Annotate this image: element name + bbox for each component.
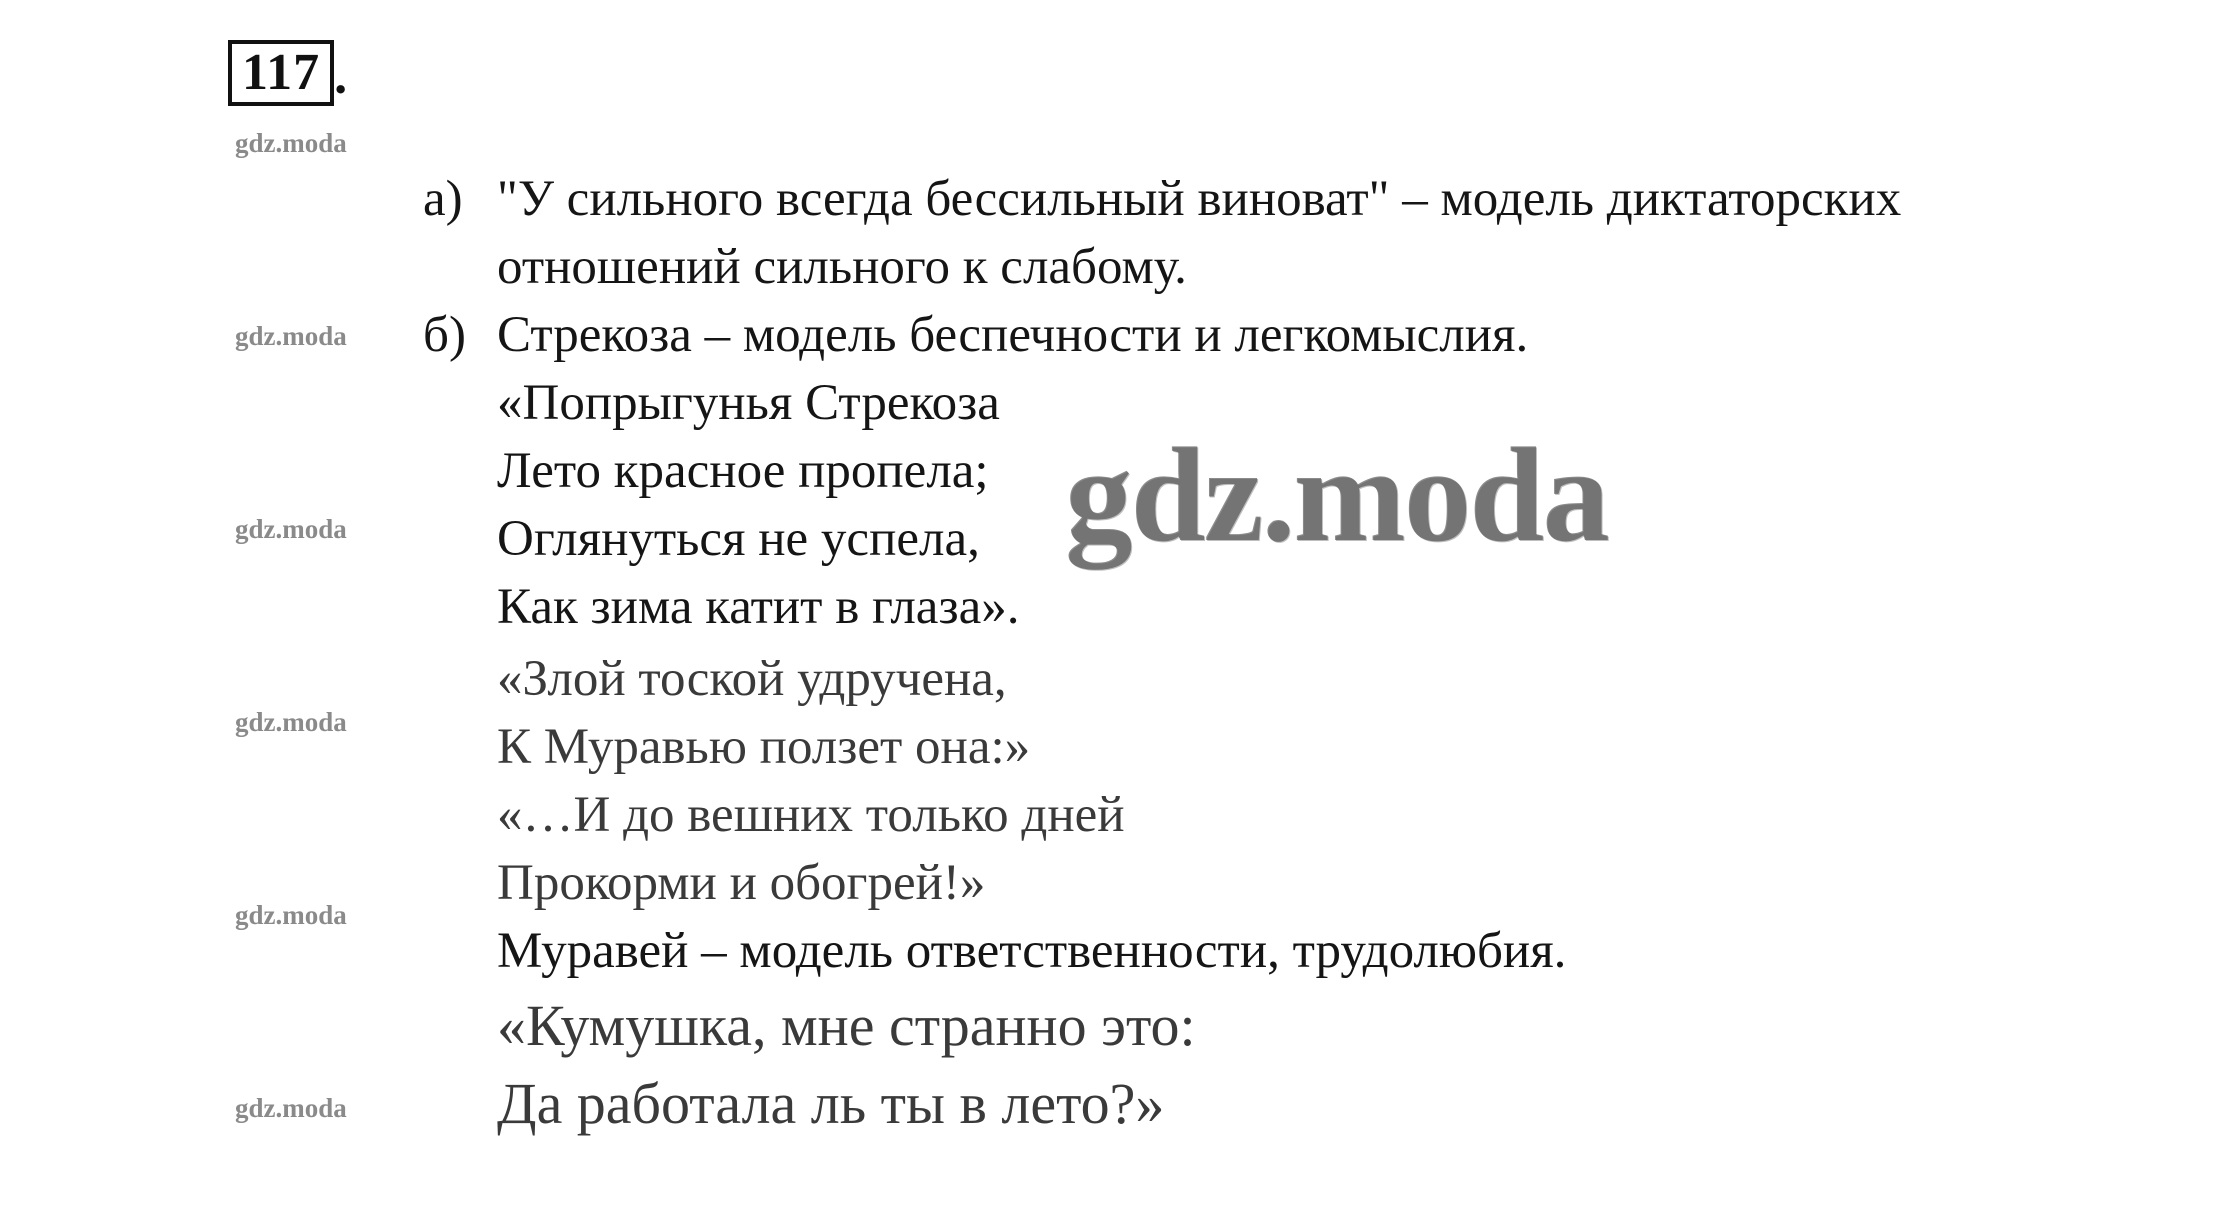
text-line: отношений сильного к слабому. bbox=[497, 239, 1187, 295]
side-mark: gdz.moda bbox=[235, 321, 347, 351]
text-line: "У сильного всегда бессильный виноват" – модель диктаторских bbox=[497, 171, 1902, 227]
item-b-marker: б) bbox=[423, 307, 466, 363]
side-mark: gdz.moda bbox=[235, 1093, 347, 1123]
problem-number bbox=[228, 44, 347, 106]
text-line: Муравей – модель ответственности, трудолюбия. bbox=[497, 923, 1567, 979]
poem-line: Как зима катит в глаза». bbox=[497, 579, 1020, 635]
problem-number-box: 117 bbox=[228, 40, 334, 106]
poem-line: Да работала ль ты в лето?» bbox=[497, 1071, 1165, 1136]
poem-line: «Попрыгунья Стрекоза bbox=[497, 375, 1000, 431]
poem-line: «Злой тоской удручена, bbox=[497, 651, 1007, 707]
poem-line: Прокорми и обогрей!» bbox=[497, 855, 986, 911]
poem-line: К Муравью ползет она:» bbox=[497, 719, 1031, 775]
side-mark: gdz.moda bbox=[235, 514, 347, 544]
side-mark: gdz.moda bbox=[235, 900, 347, 930]
poem-line: «Кумушка, мне странно это: bbox=[497, 993, 1196, 1058]
text-line: Стрекоза – модель беспечности и легкомыслия. bbox=[497, 307, 1529, 363]
item-a-marker: а) bbox=[423, 171, 463, 227]
problem-number-suffix: . bbox=[334, 48, 348, 105]
poem-line: Лето красное пропела; bbox=[497, 443, 989, 499]
watermark-logo: gdz.moda bbox=[1065, 421, 1608, 570]
side-mark: gdz.moda bbox=[235, 128, 347, 158]
poem-line: «…И до вешних только дней bbox=[497, 787, 1125, 843]
poem-line: Оглянуться не успела, bbox=[497, 511, 980, 567]
side-mark: gdz.moda bbox=[235, 707, 347, 737]
